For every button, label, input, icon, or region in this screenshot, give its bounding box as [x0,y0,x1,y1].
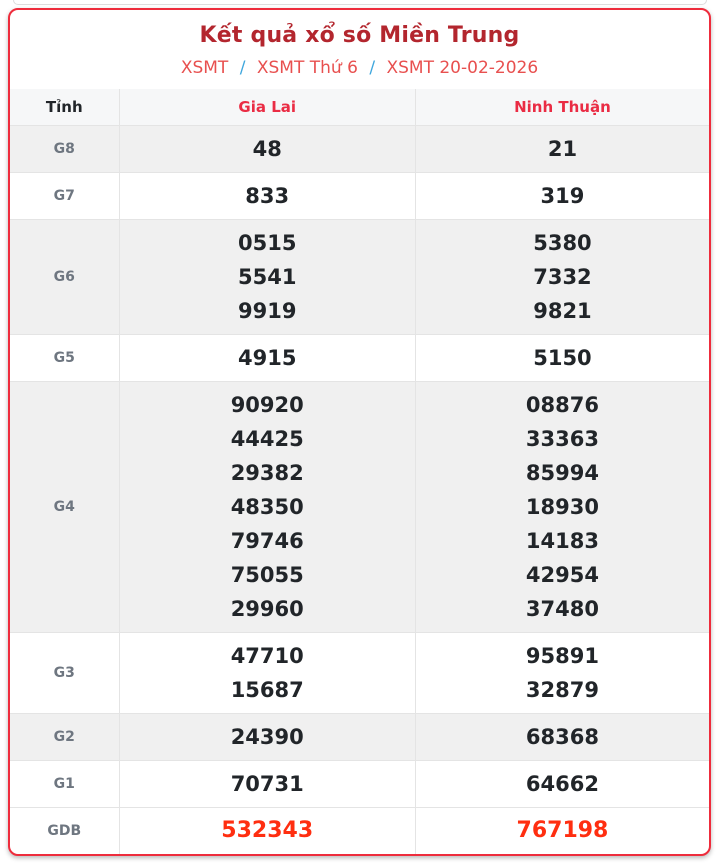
result-number: 29382 [230,461,304,485]
prize-values-cell [415,220,709,335]
result-number: 33363 [525,427,599,451]
result-number: 90920 [230,393,304,417]
breadcrumb-link-xsmt-date[interactable]: XSMT 20-02-2026 [386,58,539,78]
prize-values-cell [119,808,415,855]
result-number: 5150 [533,346,592,370]
results-card [8,8,711,856]
table-row [10,173,709,220]
result-number: 70731 [230,772,304,796]
result-number: 29960 [230,597,304,621]
prize-values-cell [415,633,709,714]
result-number: 48350 [230,495,304,519]
breadcrumb-link-xsmt[interactable]: XSMT [180,58,229,78]
result-number: 833 [245,184,290,208]
prize-label: G4 [10,382,119,633]
result-number: 68368 [525,725,599,749]
result-number: 319 [540,184,585,208]
table-row [10,761,709,808]
breadcrumb [20,57,699,79]
prize-values-cell [415,808,709,855]
prize-values-cell [119,761,415,808]
table-row [10,633,709,714]
table-row [10,335,709,382]
table-row [10,220,709,335]
prize-label: G2 [10,714,119,761]
result-number: 48 [252,137,282,161]
results-table [10,89,709,854]
table-row [10,382,709,633]
column-header-gia-lai: Gia Lai [119,89,415,126]
result-number: 4915 [237,346,297,370]
result-number: 0515 [237,231,297,255]
result-number: 08876 [525,393,599,417]
prize-values-cell [119,382,415,633]
prize-label: G7 [10,173,119,220]
result-number: 44425 [230,427,304,451]
result-number: 32879 [525,678,599,702]
result-number: 37480 [525,597,599,621]
clipped-card-above-edge [13,0,707,5]
prize-values-cell [119,126,415,173]
breadcrumb-separator: / [239,58,246,78]
result-number: 85994 [525,461,599,485]
prize-values-cell [119,173,415,220]
result-number: 5380 [533,231,592,255]
prize-values-cell [119,335,415,382]
result-number: 42954 [525,563,599,587]
result-number: 21 [547,137,578,161]
prize-values-cell [119,714,415,761]
result-number: 75055 [230,563,304,587]
result-number: 24390 [230,725,304,749]
column-header-ninh-thuan: Ninh Thuận [415,89,709,126]
table-row [10,126,709,173]
result-number: 79746 [230,529,304,553]
result-number: 767198 [516,818,609,843]
prize-label: G5 [10,335,119,382]
prize-values-cell [119,220,415,335]
result-number: 7332 [533,265,592,289]
prize-values-cell [415,761,709,808]
prize-values-cell [415,173,709,220]
prize-values-cell [415,335,709,382]
prize-label: G1 [10,761,119,808]
prize-values-cell [415,126,709,173]
result-number: 9821 [533,299,592,323]
table-row [10,714,709,761]
result-number: 64662 [525,772,599,796]
result-number: 95891 [525,644,599,668]
prize-values-cell [415,714,709,761]
table-header-row [10,89,709,126]
breadcrumb-link-xsmt-weekday[interactable]: XSMT Thứ 6 [256,58,358,78]
result-number: 47710 [230,644,304,668]
prize-values-cell [119,633,415,714]
prize-label: G3 [10,633,119,714]
card-header [10,10,709,89]
page-title: Kết quả xổ số Miền Trung [199,23,520,48]
breadcrumb-separator: / [369,58,376,78]
prize-label: GDB [10,808,119,855]
result-number: 18930 [525,495,599,519]
prize-label: G8 [10,126,119,173]
result-number: 9919 [237,299,297,323]
column-header-province: Tỉnh [10,89,119,126]
result-number: 532343 [221,818,314,843]
results-table-body [10,126,709,855]
prize-label: G6 [10,220,119,335]
table-row [10,808,709,855]
prize-values-cell [415,382,709,633]
result-number: 5541 [237,265,297,289]
result-number: 14183 [525,529,599,553]
result-number: 15687 [230,678,304,702]
